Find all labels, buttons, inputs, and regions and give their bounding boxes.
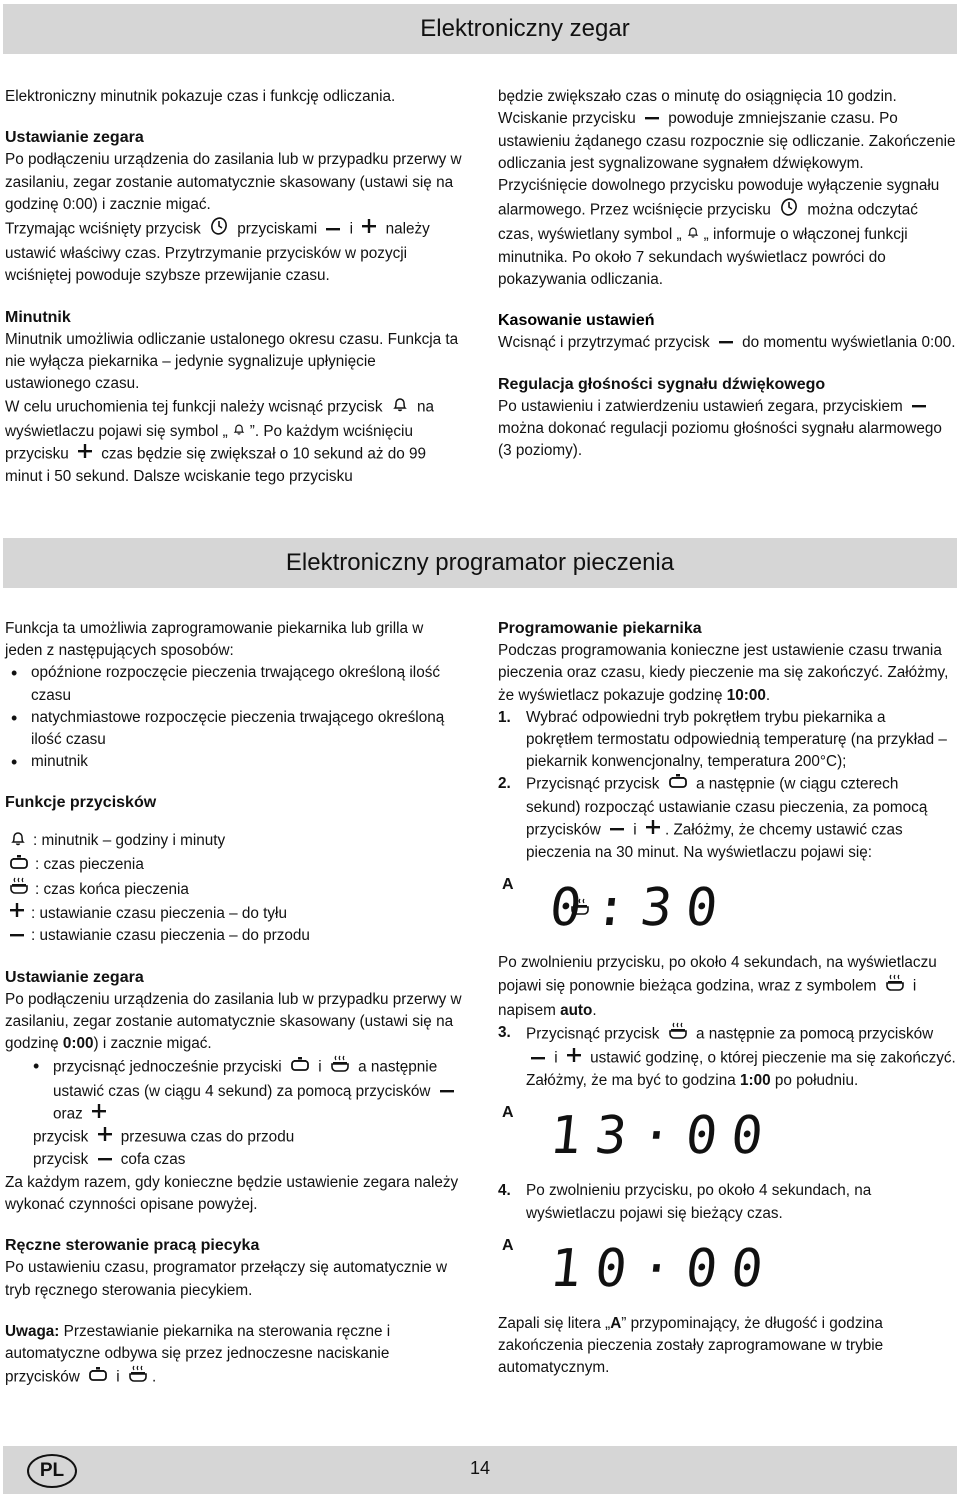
text: Trzymając wciśnięty przycisk <box>5 220 201 238</box>
display-readout-2 <box>498 1106 956 1166</box>
minus-icon <box>97 1149 113 1171</box>
note-label: Uwaga: <box>5 1322 60 1340</box>
note-paragraph <box>5 1321 463 1391</box>
list-item: • opóźnione rozpoczęcie pieczenia trwającego określoną ilość czasu <box>31 662 463 706</box>
text: : czas końca pieczenia <box>35 880 189 898</box>
intro-text: Elektroniczny minutnik pokazuje czas i funkcję odliczania. <box>5 88 396 105</box>
heading-buttons: Funkcje przycisków <box>5 794 157 812</box>
minus-icon <box>644 108 660 130</box>
programming-paragraph <box>498 640 956 707</box>
heading-manual: Ręczne sterowanie pracą piecyka <box>5 1237 260 1255</box>
minus-icon <box>439 1081 455 1103</box>
text: powoduje zmniejszanie czasu. Po ustawieniu żądanego czasu rozpocznie się odliczanie. Zakończenie odliczania jest sygnalizowane sygnałem dźwiękowym. Przyciśnięcie dowolnego przycisku powoduje wyłączenie sygnału alarmowego. Przez wciśnięcie przycisku <box>498 110 956 219</box>
text: . <box>151 1368 157 1386</box>
steaming-pot-icon <box>9 877 29 902</box>
text: 10:00 <box>726 686 766 704</box>
plus-icon <box>97 1126 113 1149</box>
text: i <box>318 1059 322 1077</box>
text: i <box>633 821 637 839</box>
list-item <box>498 1180 956 1224</box>
text: na wyświetlaczu pojawi się symbol „ <box>5 399 434 440</box>
text: : ustawianie czasu pieczenia – do tyłu <box>31 904 287 922</box>
text: . Załóżmy, że chcemy ustawić czas pieczenia na 30 minut. Na wyświetlaczu pojawi się: <box>526 821 903 862</box>
display-readout-3 <box>498 1236 956 1299</box>
steaming-pot-icon <box>668 1022 688 1047</box>
button-legend-end <box>5 877 463 902</box>
heading-timer: Minutnik <box>5 308 71 326</box>
section-title: Elektroniczny zegar <box>420 15 630 42</box>
text: Przycisnąć przycisk <box>526 776 660 794</box>
timer-paragraph-2 <box>5 395 463 488</box>
plus-icon <box>77 443 93 466</box>
section-header-clock <box>3 4 957 54</box>
text: Wcisnąć i przytrzymać przycisk <box>498 334 710 352</box>
text: można dokonać regulacji poziomu głośności sygnału alarmowego (3 poziomy). <box>498 420 942 460</box>
step-number: 1. <box>498 708 511 726</box>
text: czas będzie się zwiększał o 10 sekund aż do 99 minut i 50 sekund. Dalsze wciskanie tego przycisku <box>5 445 427 486</box>
programmer-right-column <box>498 618 956 1379</box>
cooking-pot-icon <box>88 1366 108 1389</box>
clock-hold-paragraph <box>5 216 463 288</box>
section-title: Elektroniczny programator pieczenia <box>285 549 675 576</box>
cooking-pot-icon <box>668 773 688 796</box>
auto-indicator: A <box>502 1104 514 1122</box>
minus-icon <box>325 219 341 241</box>
text: ” przypominający, że długość i godzina zakończenia pieczenia zostały zaprogramowane w trybie automatycznym. <box>498 1314 884 1377</box>
button-legend-minus <box>5 925 463 947</box>
manual-paragraph: Po ustawieniu czasu, programator przełączy się automatycznie w tryb ręcznego sterowania piecykiem. <box>5 1259 448 1299</box>
clock-plus-line <box>5 1126 463 1149</box>
text: a następnie za pomocą przycisków <box>695 1025 934 1043</box>
text: przycisk <box>33 1151 89 1169</box>
text: Po podłączeniu urządzenia do zasilania lub w przypadku przerwy w zasilaniu, zegar zostanie automatycznie skasowany (ustawi się na godzinę <box>5 990 462 1053</box>
text: Podczas programowania konieczne jest ustawienie czasu trwania pieczenia oraz czasu, kiedy pieczenie ma się zakończyć. Załóżmy, że wyświetlacz pokazuje godzinę <box>498 642 949 704</box>
text: Po ustawieniu i zatwierdzeniu ustawień zegara, przyciskiem <box>498 398 903 416</box>
text: 0:00 <box>62 1035 94 1053</box>
minus-icon <box>911 396 927 418</box>
text: cofa czas <box>120 1151 186 1169</box>
heading-reset: Kasowanie ustawień <box>498 312 655 330</box>
page-number: 14 <box>469 1458 491 1478</box>
volume-paragraph <box>498 396 956 463</box>
after-display-1 <box>498 952 956 1022</box>
heading-volume: Regulacja głośności sygnału dźwiękowego <box>498 375 826 393</box>
step-number: 3. <box>498 1023 511 1041</box>
button-legend-duration <box>5 854 463 877</box>
steaming-pot-icon <box>128 1365 148 1390</box>
text: Po zwolnieniu przycisku, po około 4 sekundach, na wyświetlaczu pojawi się ponownie bieżąca godzina, wraz z symbolem <box>498 954 937 996</box>
clock-left-column <box>5 86 463 488</box>
minus-icon <box>609 819 625 841</box>
clock-minus-line <box>5 1149 463 1171</box>
steaming-pot-icon <box>885 974 905 999</box>
list-item <box>498 773 956 864</box>
auto-indicator: A <box>502 876 514 894</box>
clock-steps <box>5 1055 463 1126</box>
cooking-pot-icon <box>9 854 29 877</box>
clock-paragraph-2: Za każdym razem, gdy konieczne będzie ustawienie zegara należy wykonać czynności opisane powyżej. <box>5 1173 459 1213</box>
text: i <box>116 1368 120 1386</box>
text: do momentu wyświetlania 0:00. <box>742 334 956 352</box>
final-paragraph <box>498 1313 956 1380</box>
heading-programming: Programowanie piekarnika <box>498 620 702 637</box>
reset-paragraph <box>498 332 956 354</box>
button-legend-timer <box>5 829 463 854</box>
minus-icon <box>718 332 734 354</box>
text: : czas pieczenia <box>35 856 144 874</box>
text: Przycisnąć przycisk <box>526 1025 660 1043</box>
heading-clock-setting: Ustawianie zegara <box>5 129 144 147</box>
text: i <box>554 1049 558 1067</box>
bell-icon <box>686 224 700 246</box>
text: należy ustawić właściwy czas. Przytrzymanie przycisków w pozycji wciśniętej powoduje szybsze przewijanie czasu. <box>5 220 430 285</box>
text: przyciskami <box>237 220 318 238</box>
plus-icon <box>645 819 661 842</box>
minus-icon <box>9 925 25 947</box>
button-legend-plus <box>5 902 463 925</box>
clock-paragraph <box>5 989 463 1056</box>
cooking-pot-icon <box>290 1056 310 1079</box>
text: ) i zacznie migać. <box>93 1035 212 1053</box>
timer-paragraph-1: Minutnik umożliwia odliczanie ustalonego okresu czasu. Funkcja ta nie wyłącza piekarnika – jedynie sygnalizuje upłynięcie ustawionego czasu. <box>5 330 459 393</box>
text: auto <box>560 1001 593 1019</box>
text: można odczytać czas, wyświetlany symbol „ <box>498 201 918 244</box>
heading-clock-setting: Ustawianie zegara <box>5 968 144 986</box>
text: przycisk <box>33 1128 89 1146</box>
text: A <box>610 1314 622 1332</box>
programming-steps <box>498 707 956 864</box>
list-item <box>498 1022 956 1093</box>
list-item <box>498 707 956 774</box>
bell-icon <box>9 829 27 854</box>
step-number: 4. <box>498 1182 511 1200</box>
section-header-programmer <box>3 538 957 588</box>
mode-list <box>5 662 463 773</box>
clock-paragraph: Po podłączeniu urządzenia do zasilania lub w przypadku przerwy w zasilaniu, zegar zostanie automatycznie skasowany (ustawi się na godzinę 0:00) i zacznie migać. <box>5 151 462 213</box>
programmer-intro: Funkcja ta umożliwia zaprogramowanie piekarnika lub grilla w jeden z następujących sposobów: <box>5 620 424 660</box>
plus-icon <box>91 1103 107 1126</box>
plus-icon <box>361 218 377 241</box>
plus-icon <box>9 902 25 925</box>
text: „ informuje o włączonej funkcji minutnika. Po około 7 sekundach wyświetlacz powróci do pokazywania odliczania. <box>498 226 908 288</box>
programming-steps-2 <box>498 1022 956 1093</box>
text: a następnie (w ciągu czterech sekund) rozpocząć ustawianie czasu pieczenia, za pomocą przycisków <box>526 776 928 839</box>
programming-steps-3 <box>498 1180 956 1224</box>
text: oraz <box>53 1105 83 1123</box>
text: W celu uruchomienia tej funkcji należy wcisnąć przycisk <box>5 399 383 417</box>
text: a następnie ustawić czas (w ciągu 4 sekund) za pomocą przycisków <box>53 1059 438 1100</box>
step-number: 2. <box>498 775 511 793</box>
text: . <box>765 686 771 704</box>
bell-icon <box>391 395 409 420</box>
minus-icon <box>530 1048 546 1070</box>
display-digits: 10·00 <box>546 1238 780 1299</box>
text: . <box>592 1001 597 1019</box>
text: Zapali się litera „ <box>498 1314 611 1332</box>
text: : ustawianie czasu pieczenia – do przodu <box>31 927 310 945</box>
page-footer <box>3 1446 957 1494</box>
text: po południu. <box>774 1072 859 1090</box>
plus-icon <box>566 1047 582 1070</box>
text: ”. Po każdym wciśnięciu przycisku <box>5 422 413 463</box>
clock-icon <box>779 197 799 224</box>
programmer-left-column <box>5 618 463 1390</box>
steaming-pot-icon <box>330 1055 350 1080</box>
text: : minutnik – godziny i minuty <box>33 832 226 850</box>
text: Przestawianie piekarnika na sterowania ręczne i automatyczne odbywa się przez jednoczesne naciskanie przycisków <box>5 1322 391 1386</box>
display-digits: 0:30 <box>546 878 735 939</box>
text: Po zwolnieniu przycisku, po około 4 sekundach, na wyświetlaczu pojawi się bieżący czas. <box>526 1182 872 1222</box>
text: przycisnąć jednocześnie przyciski <box>53 1059 282 1077</box>
language-code: PL <box>39 1460 65 1481</box>
list-item <box>53 1055 463 1126</box>
text: przesuwa czas do przodu <box>120 1128 295 1146</box>
bell-icon <box>232 421 246 443</box>
text: 1:00 <box>739 1072 771 1090</box>
list-item: • natychmiastowe rozpoczęcie pieczenia trwającego określoną ilość czasu <box>31 707 463 751</box>
text: i napisem <box>498 978 917 1019</box>
text: ustawić godzinę, o której pieczenie ma się zakończyć. Załóżmy, że ma być to godzina <box>526 1049 956 1090</box>
auto-indicator: A <box>502 1236 514 1254</box>
display-digits: 13·00 <box>546 1106 780 1167</box>
text: będzie zwiększało czas o minutę do osiągnięcia 10 godzin. Wciskanie przycisku <box>498 88 897 128</box>
clock-right-column <box>498 86 956 463</box>
list-item: • minutnik <box>31 751 463 773</box>
text: i <box>349 220 354 238</box>
display-readout-1 <box>498 878 956 938</box>
text: Wybrać odpowiedni tryb pokrętłem trybu piekarnika a pokrętłem termostatu odpowiednią temperaturę (na przykład – piekarnik konwencjonalny, temperatura 200°C); <box>526 708 947 771</box>
clock-icon <box>209 216 229 243</box>
timer-continued <box>498 86 956 291</box>
